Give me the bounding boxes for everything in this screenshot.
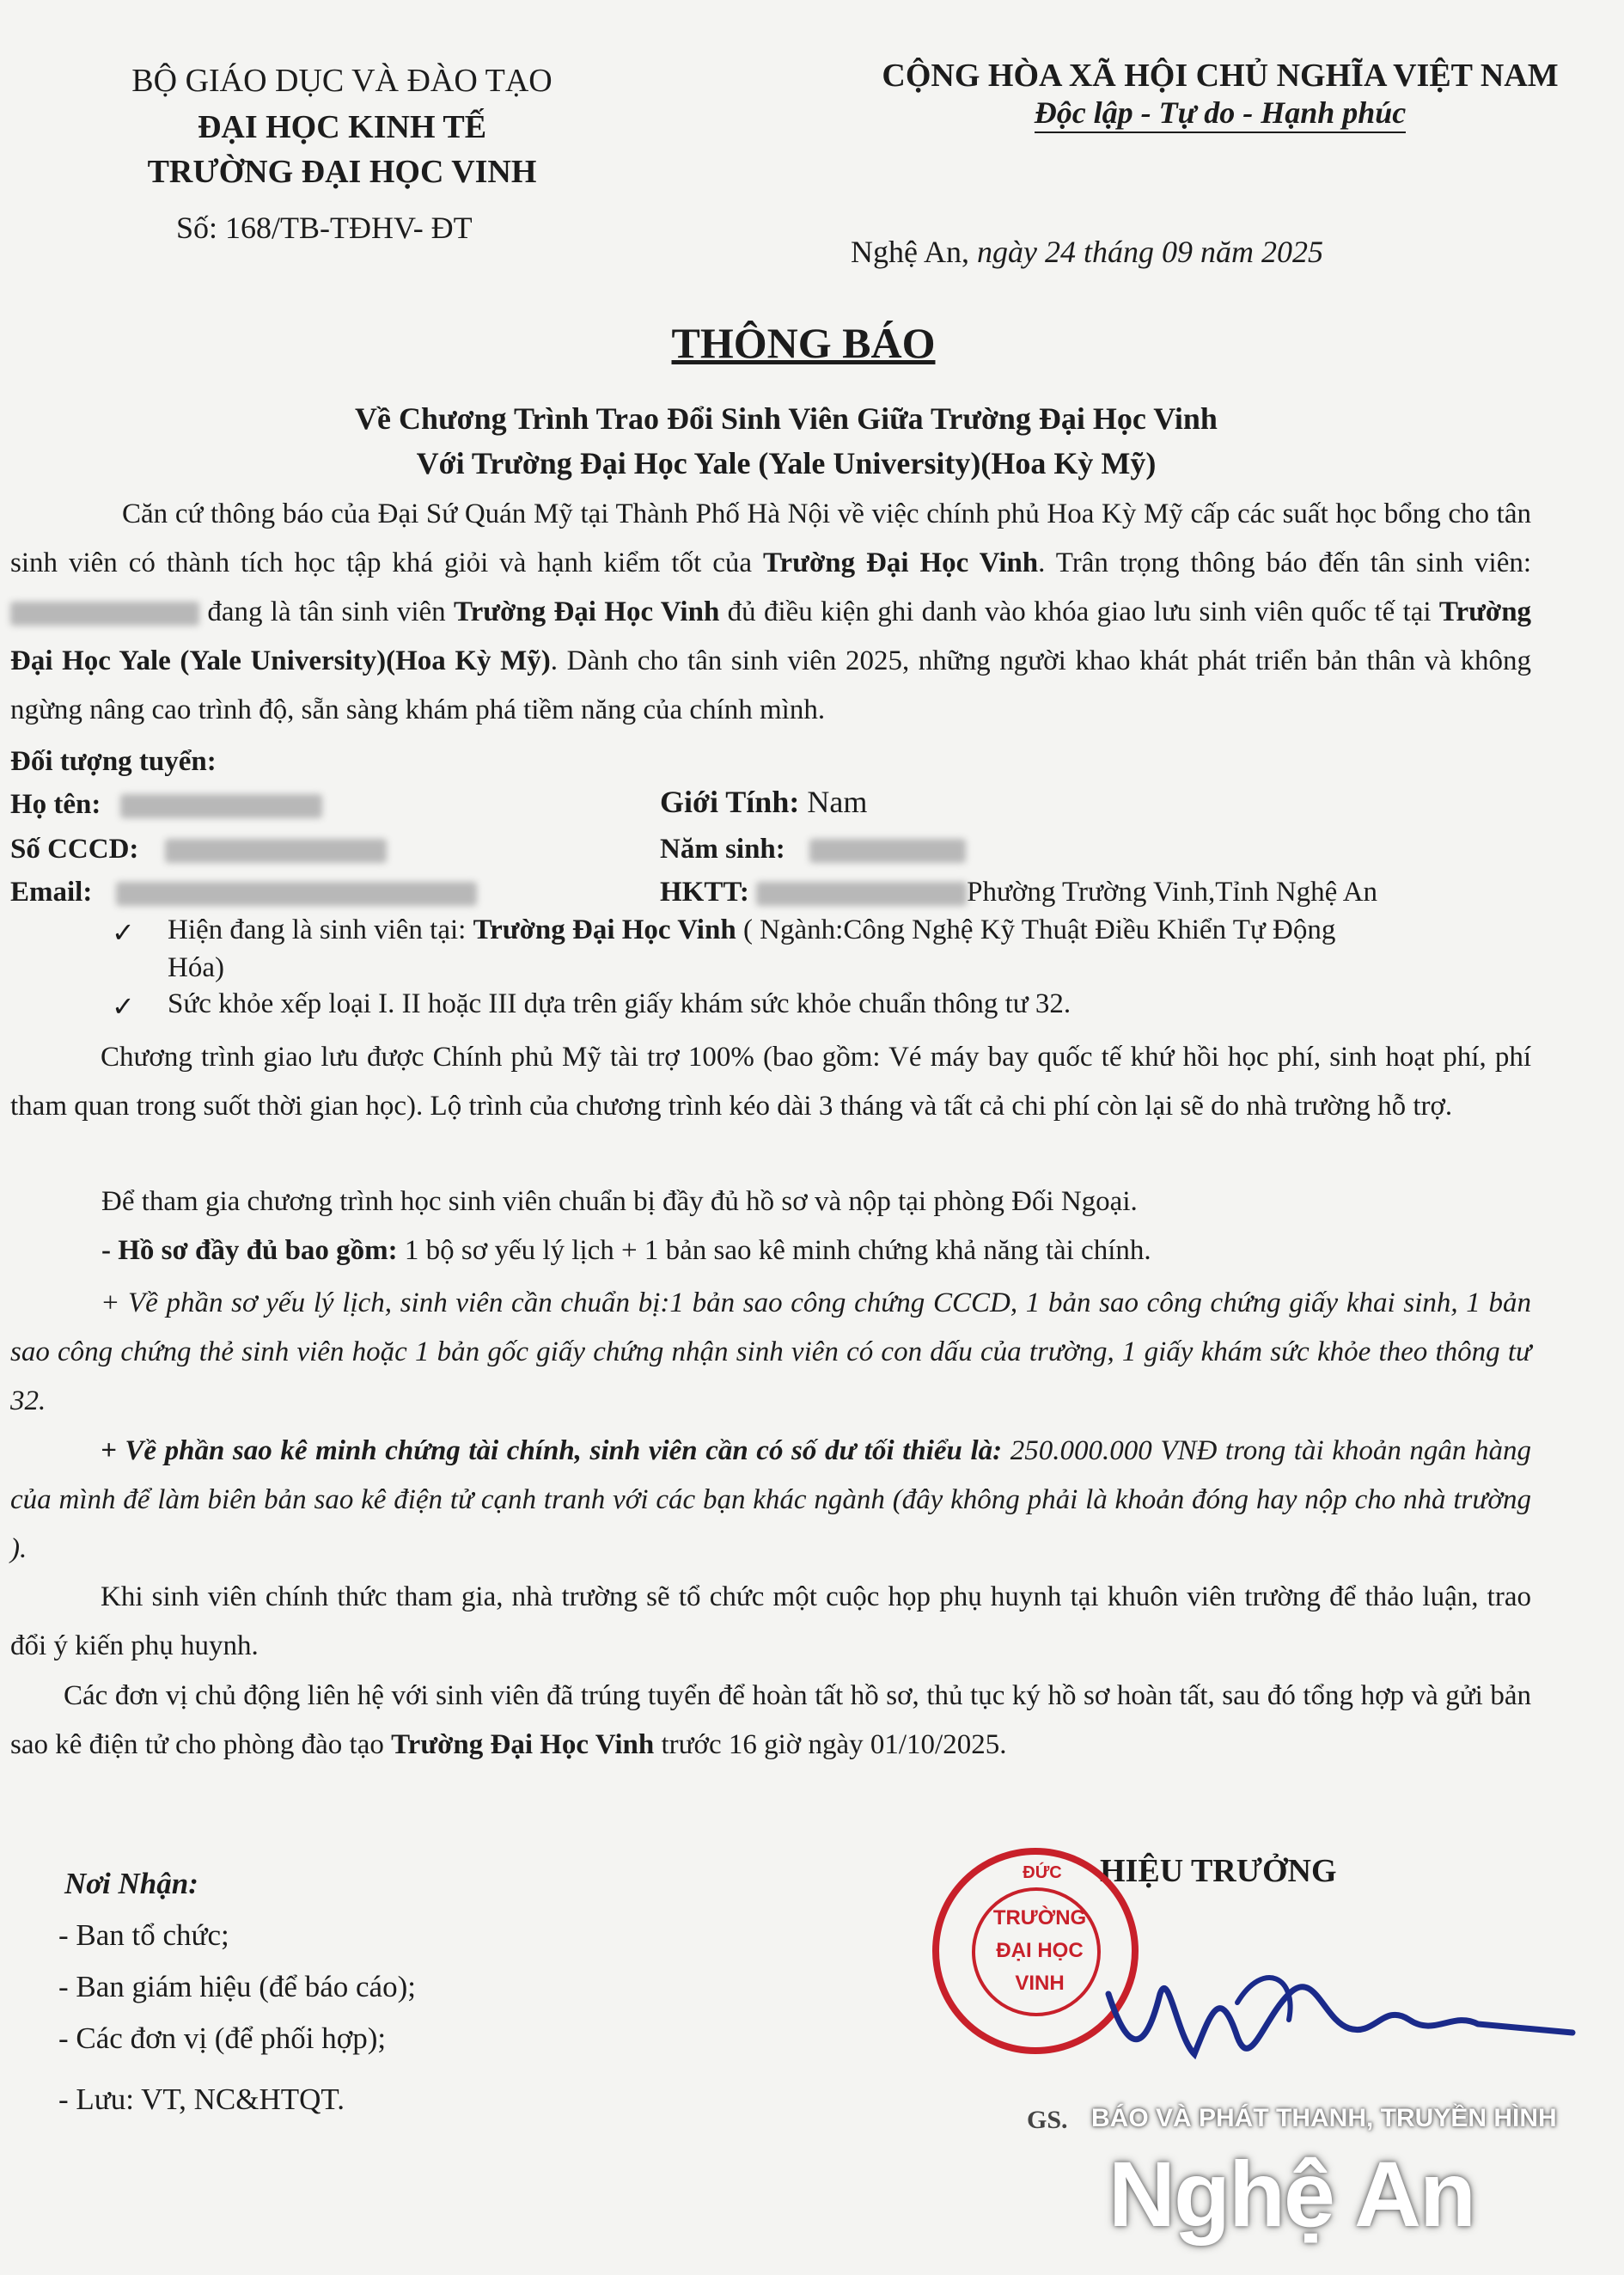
dossier-line: - Hồ sơ đầy đủ bao gồm: 1 bộ sơ yếu lý lịch + 1 bản sao kê minh chứng khả năng tài chính.: [101, 1235, 1151, 1266]
redacted-birth-year: [809, 839, 966, 863]
redacted-address: [756, 882, 967, 906]
redacted-name: [120, 794, 322, 818]
name-label: Họ tên:: [10, 789, 101, 820]
intro-paragraph: Căn cứ thông báo của Đại Sứ Quán Mỹ tại Thành Phố Hà Nội về việc chính phủ Hoa Kỳ Mỹ cấp các suất học bổng cho tân sinh viên có thành tích học tập khá giỏi và hạnh kiểm tốt của Trường Đại Học Vinh. Trân trọng thông báo đến tân sinh viên: đang là tân sinh viên Trường Đại Học Vinh đủ điều kiện ghi danh vào khóa giao lưu sinh viên quốc tế tại Trường Đại Học Yale (Yale University)(Hoa Kỳ Mỹ). Dành cho tân sinh viên 2025, những người khao khát phát triển bản thân và không ngừng nâng cao trình độ, sẵn sàng khám phá tiềm năng của chính mình.: [10, 498, 1532, 725]
hktt-value: Phường Trường Vinh,Tỉnh Nghệ An: [967, 877, 1378, 908]
recipient-item: - Ban giám hiệu (để báo cáo);: [58, 1970, 416, 2003]
signer-role: HIỆU TRƯỞNG: [1100, 1853, 1337, 1889]
seal-line: ĐẠI HỌC: [996, 1939, 1084, 1962]
subtitle-line-2: Với Trường Đại Học Yale (Yale University)(Hoa Kỳ Mỹ): [416, 446, 1157, 480]
seal-top-text: ĐỨC: [1023, 1863, 1062, 1882]
subtitle-line-1: Về Chương Trình Trao Đổi Sinh Viên Giữa Trường Đại Học Vinh: [355, 401, 1218, 436]
seal-inner-ring: [972, 1887, 1101, 2016]
document-title: THÔNG BÁO: [671, 319, 936, 367]
id-label: Số CCCD:: [10, 834, 139, 865]
redacted-student-name: [10, 602, 199, 626]
national-motto: Độc lập - Tự do - Hạnh phúc: [851, 95, 1590, 131]
resume-requirements: + Về phần sơ yếu lý lịch, sinh viên cần chuẩn bị:1 bản sao công chứng CCCD, 1 bản sao công chứng giấy khai sinh, 1 bản sao công chứng thẻ sinh viên hoặc 1 bản gốc giấy chứng nhận sinh viên có con dấu của trường, 1 giấy khám sức khỏe theo thông tư 32.: [10, 1287, 1531, 1416]
recipients-heading: Nơi Nhận:: [64, 1867, 198, 1900]
candidate-heading: Đối tượng tuyển:: [10, 746, 217, 777]
date: ngày 24 tháng 09 năm 2025: [977, 235, 1323, 269]
redacted-id-number: [165, 839, 387, 863]
email-label: Email:: [10, 877, 93, 908]
seal-line: VINH: [1015, 1972, 1065, 1995]
gender-row: Giới Tính: Nam: [660, 785, 868, 819]
program-application-line: Để tham gia chương trình học sinh viên chuẩn bị đầy đủ hồ sơ và nộp tại phòng Đối Ngoại.: [101, 1186, 1138, 1217]
gender-value: Nam: [807, 785, 868, 819]
check-mark-icon: ✓: [112, 917, 135, 948]
watermark-line-1: BÁO VÀ PHÁT THANH, TRUYỀN HÌNH: [1091, 2104, 1557, 2132]
check-item-enrollment: Hiện đang là sinh viên tại: Trường Đại Học Vinh ( Ngành:Công Nghệ Kỹ Thuật Điều Khiển Tự Động: [168, 914, 1336, 945]
finance-requirements: + Về phần sao kê minh chứng tài chính, sinh viên cần có số dư tối thiểu là: 250.000.000 VNĐ trong tài khoản ngân hàng của mình để làm biên bản sao kê điện tử cạnh tranh với các bạn khác ngành (đây không phải là khoản đóng hay nộp cho nhà trường ).: [10, 1435, 1532, 1564]
check-mark-icon: ✓: [112, 991, 135, 1022]
recipient-item: - Các đơn vị (để phối hợp);: [58, 2021, 387, 2055]
seal-line: TRƯỜNG: [992, 1906, 1087, 1929]
parent-meeting-paragraph: Khi sinh viên chính thức tham gia, nhà trường sẽ tổ chức một cuộc họp phụ huynh tại khuôn viên trường để thảo luận, trao đổi ý kiến phụ huynh.: [10, 1581, 1531, 1661]
ministry-name: BỘ GIÁO DỤC VÀ ĐÀO TẠO: [131, 63, 553, 99]
check-item-health: Sức khỏe xếp loại I. II hoặc III dựa trên giấy khám sức khỏe chuẩn thông tư 32.: [168, 988, 1071, 1019]
document-number: Số: 168/TB-TĐHV- ĐT: [176, 211, 473, 245]
hktt-row: HKTT: Phường Trường Vinh,Tỉnh Nghệ An: [660, 877, 1378, 908]
recipient-item: - Lưu: VT, NC&HTQT.: [58, 2082, 345, 2116]
signature-scribble: [1091, 1942, 1590, 2088]
watermark-logo: Nghệ An: [1108, 2142, 1474, 2246]
recipient-item: - Ban tổ chức;: [58, 1918, 229, 1952]
date-line: [851, 234, 1323, 270]
place: Nghệ An,: [851, 235, 969, 269]
birth-year-label: Năm sinh:: [660, 834, 785, 865]
deadline-paragraph: Các đơn vị chủ động liên hệ với sinh viên đã trúng tuyển để hoàn tất hồ sơ, thủ tục ký hồ sơ hoàn tất, sau đó tổng hợp và gửi bản sao kê điện tử cho phòng đào tạo Trường Đại Học Vinh trước 16 giờ ngày 01/10/2025.: [10, 1680, 1531, 1760]
redacted-email: [116, 882, 477, 906]
school-name: TRƯỜNG ĐẠI HỌC VINH: [147, 154, 537, 190]
program-funding-paragraph: Chương trình giao lưu được Chính phủ Mỹ tài trợ 100% (bao gồm: Vé máy bay quốc tế khứ hồi học phí, sinh hoạt phí, phí tham quan trong suốt thời gian học). Lộ trình của chương trình kéo dài 3 tháng và tất cả chi phí còn lại sẽ do nhà trường hỗ trợ.: [10, 1042, 1531, 1122]
country-name: CỘNG HÒA XÃ HỘI CHỦ NGHĨA VIỆT NAM: [882, 58, 1559, 94]
university-name: ĐẠI HỌC KINH TẾ: [197, 109, 487, 145]
check-item-enrollment-cont: Hóa): [168, 952, 224, 983]
signer-name-partial: GS.: [1027, 2106, 1068, 2134]
